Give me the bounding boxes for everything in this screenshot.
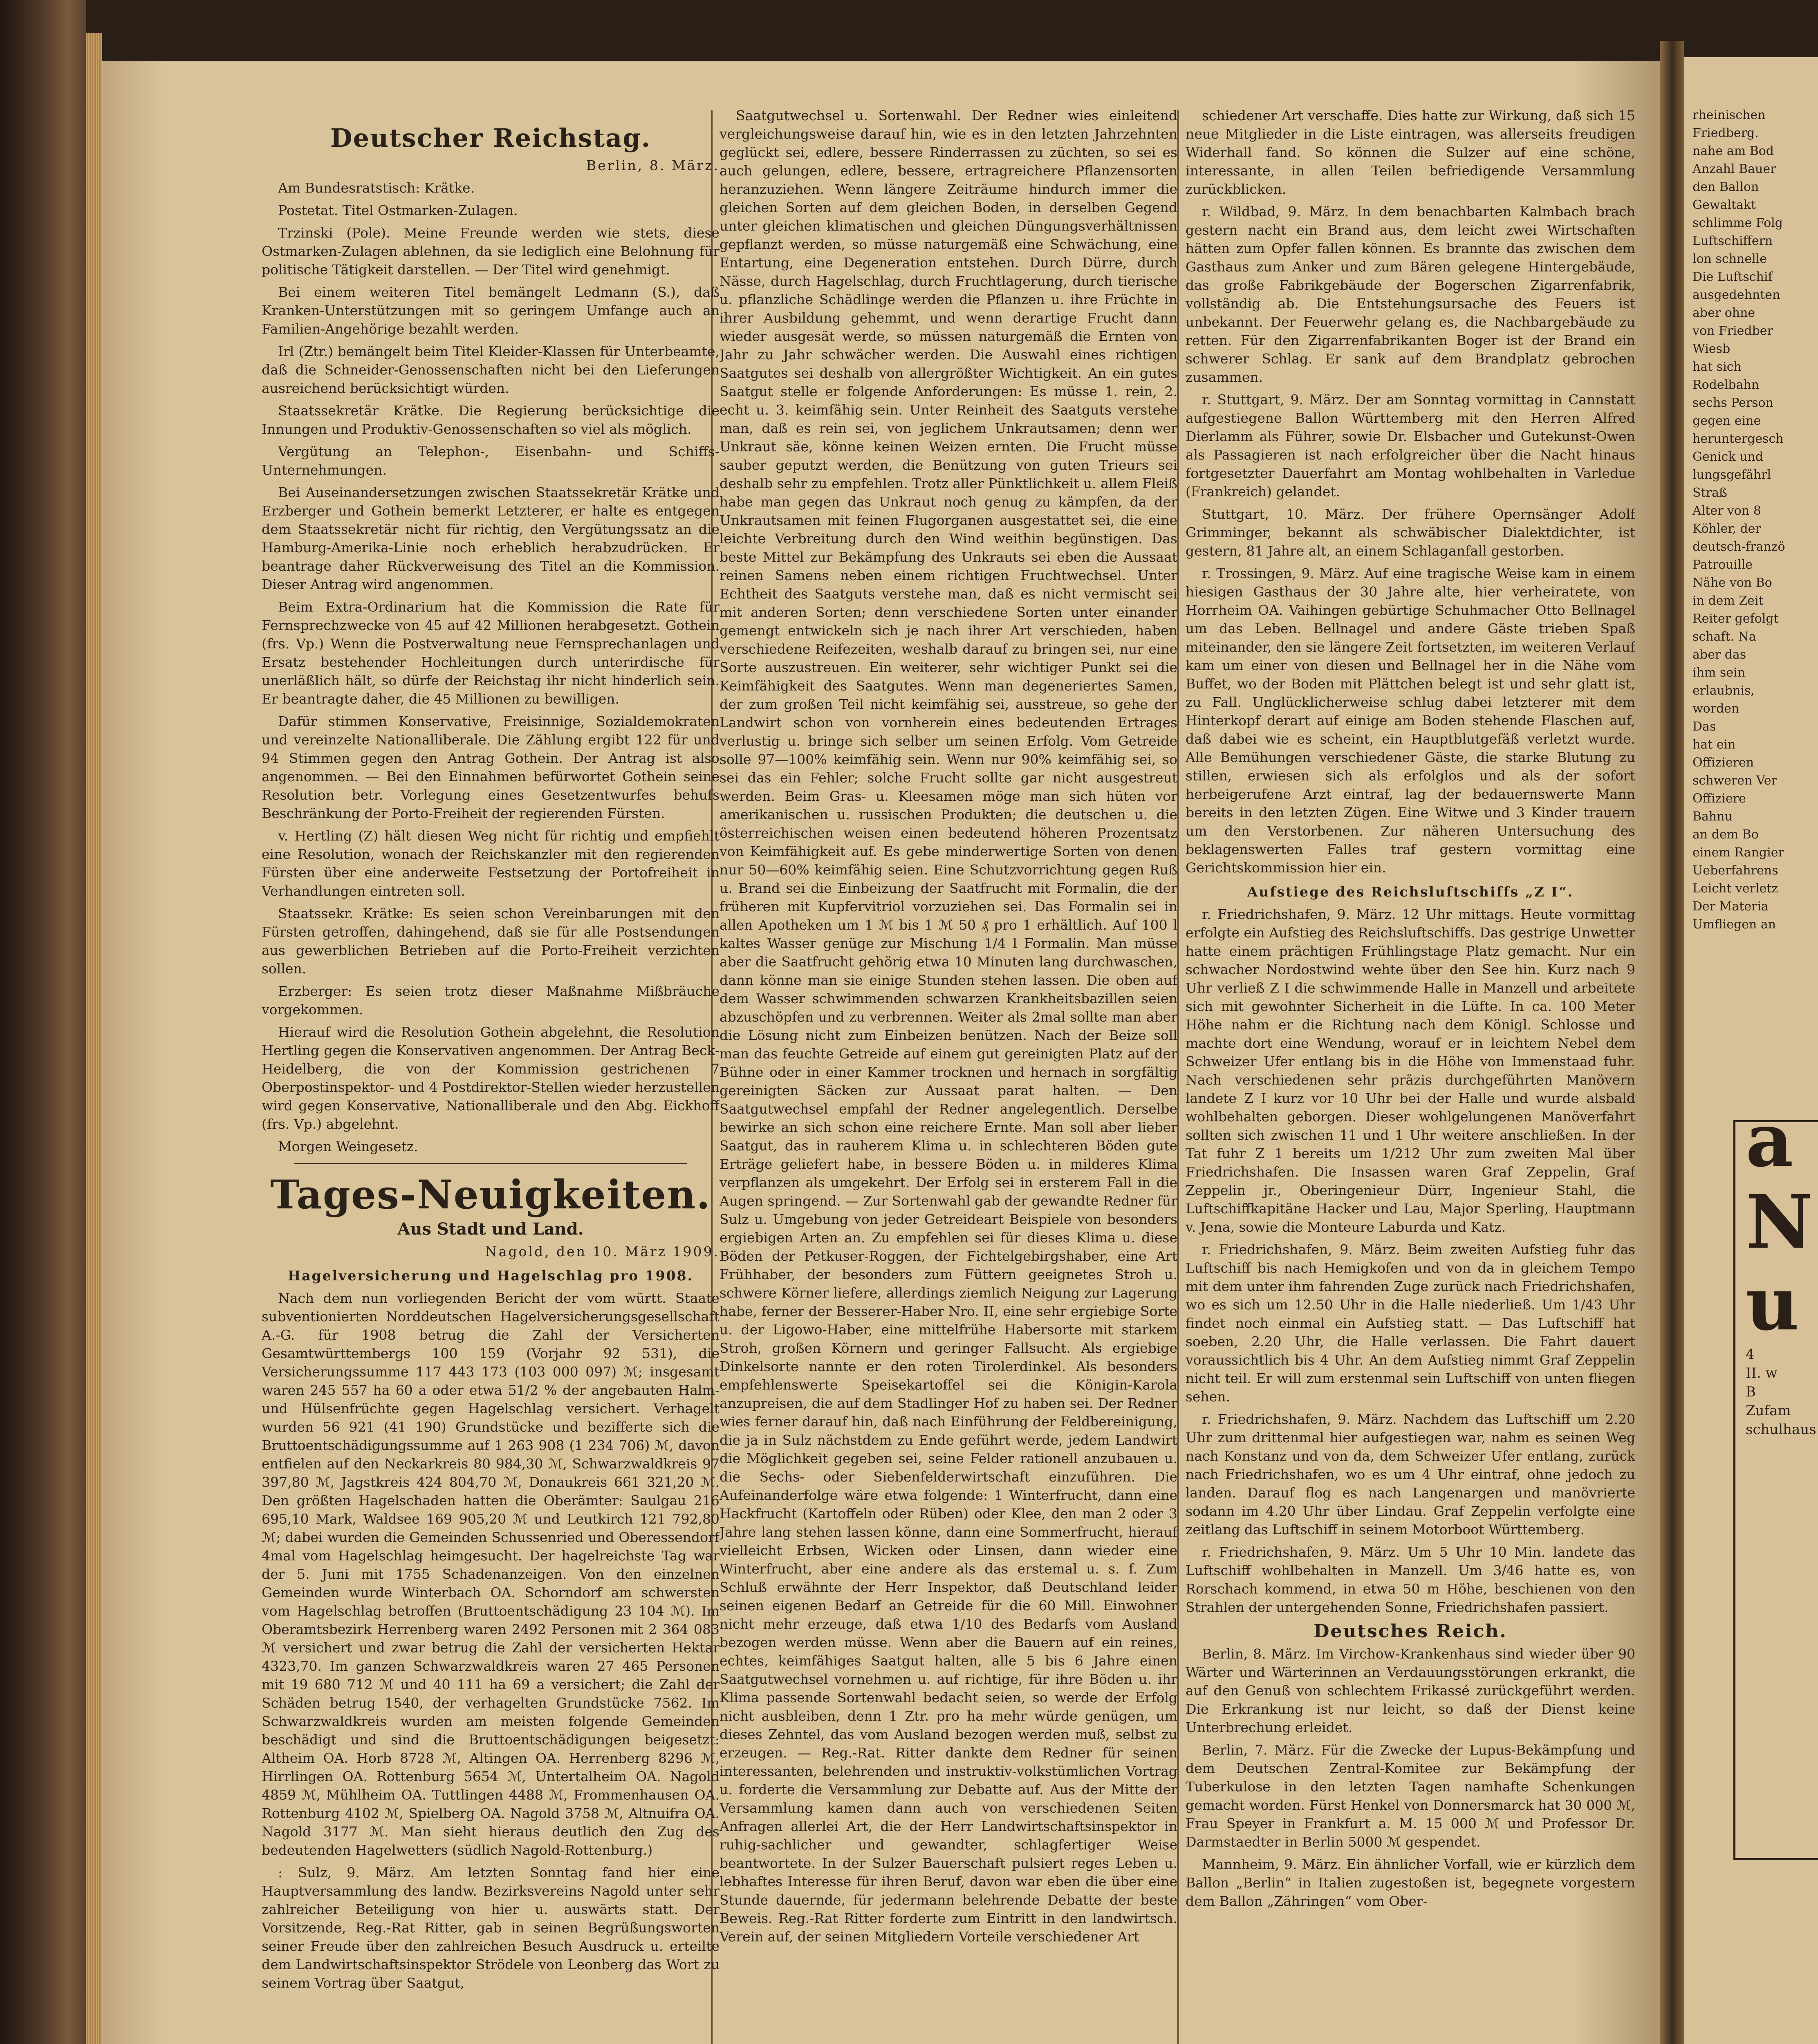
- truncated-line: Rodelbahn: [1692, 378, 1759, 392]
- truncated-line: lungsgefährl: [1692, 468, 1771, 482]
- truncated-line: Umfliegen an: [1692, 917, 1776, 932]
- paragraph: r. Stuttgart, 9. März. Der am Sonntag vormittag in Cannstatt aufgestiegene Ballon Württemberg mit den Herren Alfred Dierlamm als Führer, sowie Dr. Elsbacher und Gutekunst-Owen als Passagieren ist nach erfolgreicher über die Nacht hinaus fortgesetzter Dauerfahrt am Montag wohlbehalten in Varledue (Frankreich) gelandet.: [1186, 392, 1635, 500]
- paragraph: Bei Auseinandersetzungen zwischen Staatssekretär Krätke und Erzberger und Gothein bemerkt Letzterer, er halte es entgegen dem Staatssekretär nicht für richtig, den Vergütungssatz an die Hamburg-Amerika-Linie noch erheblich herabzudrücken. Er beantrage daher Rückverweisung des Titel an die Kommission. Dieser Antrag wird angenommen.: [262, 484, 720, 592]
- paragraph: Vergütung an Telephon-, Eisenbahn- und Schiffs-Unternehmungen.: [262, 444, 720, 478]
- paragraph: Nach dem nun vorliegenden Bericht der vom württ. Staate subventionierten Norddeutschen Hagelversicherungsgesellschaft A.-G. für 1908 betrug die Zahl der Versicherten Gesamtwürttembergs 100 159 (Vorjahr 92 531), die Versicherungssumme 117 443 173 (103 000 097) ℳ; insgesamt waren 245 557 ha 60 a oder etwa 51/2 % der angebauten Halm- und Hülsenfrüchte gegen Hagelschlag versichert. Verhagelt wurden 56 921 (41 190) Grundstücke und bezifferte sich die Bruttoentschädigungssumme auf 1 263 908 (1 234 706) ℳ, davon entfielen auf den Neckarkreis 80 984,30 ℳ, Schwarzwaldkreis 97 397,80 ℳ, Jagstkreis 424 804,70 ℳ, Donaukreis 661 321,20 ℳ. Den größten Hagelschaden hatten die Oberämter: Saulgau 216 695,10 Mark, Waldsee 169 905,20 ℳ und Leutkirch 121 792,80 ℳ; dabei wurden die Gemeinden Schussenried und Oberessendorf 4mal vom Hagelschlag heimgesucht. Der hagelreichste Tag war der 5. Juni mit 1755 Schadenanzeigen. Von den einzelnen Gemeinden wurde Winterbach OA. Schorndorf am schwersten vom Hagelschlag betroffen (Bruttoentschädigung 23 104 ℳ). Im Oberamtsbezirk Herrenberg waren 2492 Personen mit 2 364 083 ℳ versichert und zwar betrug die Zahl der versicherten Hektar 4323,70. Im ganzen Schwarzwaldkreis waren 27 465 Personen mit 19 680 712 ℳ und 40 111 ha 69 a versichert; die Zahl der Schäden betrug 1540, der verhagelten Grundstücke 7562. Im Schwarzwaldkreis wurden am meisten folgende Gemeinden beschädigt und sind die Bruttoentschädigungen beigesetzt: Altheim OA. Horb 8728 ℳ, Altingen OA. Herrenberg 8296 ℳ, Hirrlingen OA. Rottenburg 5654 ℳ, Untertalheim OA. Nagold 4859 ℳ, Mühlheim OA. Tuttlingen 4488 ℳ, Frommenhausen OA. Rottenburg 4102 ℳ, Spielberg OA. Nagold 3758 ℳ, Altnuifra OA. Nagold 3177 ℳ. Man sieht hieraus deutlich den Zug des bedeutenden Hagelwetters (südlich Nagold-Rottenburg.): [262, 1290, 720, 1858]
- truncated-line: schlimme Folg: [1692, 216, 1783, 230]
- truncated-line: in dem Zeit: [1692, 594, 1764, 608]
- paragraph: Beim Extra-Ordinarium hat die Kommission die Rate für Fernsprechzwecke von 45 auf 42 Millionen herabgesetzt. Gothein (frs. Vp.) Wenn die Postverwaltung neue Fernsprechanlagen und Ersatz bestehender Hochleitungen durch unterirdische für unerläßlich hält, so dürfe der Reichstag ihr nicht hinderlich sein. Er beantragte daher, die 45 Millionen zu bewilligen.: [262, 599, 720, 707]
- truncated-line: Straß: [1692, 486, 1727, 500]
- truncated-line: Ueberfahrens: [1692, 863, 1778, 878]
- dateline: Nagold, den 10. März 1909.: [485, 1244, 720, 1260]
- ad-line: Zufam: [1746, 1403, 1791, 1419]
- truncated-line: Alter von 8: [1692, 504, 1761, 518]
- book-spine: [0, 0, 86, 2044]
- article-heading: Hagelversicherung und Hagelschlag pro 1908.: [287, 1268, 693, 1284]
- paragraph: Trzinski (Pole). Meine Freunde werden wie stets, diese Ostmarken-Zulagen ablehnen, da sie lediglich eine Belohnung für politische Tätigkeit darstellen. — Der Titel wird genehmigt.: [262, 225, 720, 278]
- truncated-line: hat ein: [1692, 737, 1736, 752]
- advertisement-frame: [1733, 1120, 1818, 1860]
- paragraph: Stuttgart, 10. März. Der frühere Opernsänger Adolf Grimminger, bekannt als schwäbischer Dialektdichter, ist gestern, 81 Jahre alt, an einem Schlaganfall gestorben.: [1186, 506, 1635, 559]
- ad-line: 4: [1746, 1346, 1755, 1363]
- truncated-line: Der Materia: [1692, 899, 1769, 914]
- truncated-line: Luftschiffern: [1692, 234, 1773, 248]
- paragraph: Morgen Weingesetz.: [278, 1139, 418, 1154]
- truncated-line: Wiesb: [1692, 342, 1731, 356]
- right-newspaper-page: [1684, 57, 1818, 2044]
- truncated-line: Nähe von Bo: [1692, 576, 1772, 590]
- paragraph: Staatssekretär Krätke. Die Regierung berücksichtige die Innungen und Produktiv-Genossenschaften so viel als möglich.: [262, 403, 720, 437]
- truncated-line: hat sich: [1692, 360, 1742, 374]
- truncated-line: erlaubnis,: [1692, 684, 1755, 698]
- paragraph: Staatssekr. Krätke: Es seien schon Vereinbarungen mit den Fürsten getroffen, dahingehend, daß sie für alle Postsendungen aus gewerblichen Betrieben auf die Porto-Freiheit verzichten sollen.: [262, 905, 720, 977]
- ad-letter: N: [1746, 1179, 1813, 1265]
- section-divider: [294, 1163, 687, 1164]
- column-3: [1186, 106, 1635, 2044]
- paragraph: Mannheim, 9. März. Ein ähnlicher Vorfall, wie er kürzlich dem Ballon „Berlin“ in Italien zugestoßen ist, begegnete vorgestern dem Ballon „Zähringen“ vom Ober-: [1186, 1856, 1635, 1909]
- page-edges: [86, 33, 102, 2044]
- truncated-line: Patrouille: [1692, 558, 1753, 572]
- headline-reichstag: Deutscher Reichstag.: [330, 123, 651, 153]
- paragraph: Hierauf wird die Resolution Gothein abgelehnt, die Resolution Hertling gegen die Konservativen angenommen. Der Antrag Beck-Heidelberg, die von der Kommission gestrichenen 7 Oberpostinspektor- und 4 Postdirektor-Stellen wieder herzustellen wird gegen Konservative, Nationalliberale und den Abg. Eickhoff (frs. Vp.) abgelehnt.: [262, 1024, 720, 1132]
- ad-line: schulhaus: [1746, 1421, 1816, 1438]
- article-heading: Aufstiege des Reichsluftschiffs „Z I“.: [1247, 884, 1574, 900]
- paragraph: r. Friedrichshafen, 9. März. Beim zweiten Aufstieg fuhr das Luftschiff bis nach Hemigkofen und von da in gleichem Tempo mit dem unter ihm fahrenden Zuge zurück nach Friedrichshafen, wo es sich um 12.50 Uhr in die Halle niederließ. Um 1/43 Uhr findet noch einmal ein Aufstieg statt. — Das Luftschiff hat soeben, 2.20 Uhr, die Halle verlassen. Die Fahrt dauert voraussichtlich bis 4 Uhr. An dem Aufstieg nimmt Graf Zeppelin nicht teil. Er will zum erstenmal sein Luftschiff von unten fliegen sehen.: [1186, 1242, 1635, 1405]
- ad-letter: a: [1746, 1097, 1793, 1183]
- truncated-line: worden: [1692, 702, 1740, 716]
- truncated-line: Genick und: [1692, 450, 1763, 464]
- paragraph: Erzberger: Es seien trotz dieser Maßnahme Mißbräuche vorgekommen.: [262, 983, 720, 1018]
- truncated-line: den Ballon: [1692, 180, 1759, 194]
- paragraph: Berlin, 8. März. Im Virchow-Krankenhaus sind wieder über 90 Wärter und Wärterinnen an Verdauungsstörungen erkrankt, die auf den Genuß von schlechtem Frikassé zurückgeführt werden. Die Erkrankung ist nur leicht, so daß der Dienst keine Unterbrechung erleidet.: [1186, 1646, 1635, 1735]
- truncated-line: Bahnu: [1692, 809, 1733, 824]
- truncated-line: heruntergesch: [1692, 432, 1784, 446]
- truncated-line: an dem Bo: [1692, 827, 1759, 842]
- truncated-line: sechs Person: [1692, 396, 1773, 410]
- truncated-line: schweren Ver: [1692, 773, 1777, 788]
- dateline: Berlin, 8. März.: [586, 157, 720, 173]
- paragraph: schiedener Art verschaffe. Dies hatte zur Wirkung, daß sich 15 neue Mitglieder in die Liste eintragen, was allerseits freudigen Widerhall fand. So können die Sulzer auf eine schöne, interessante, in allen Teilen befriedigende Versammlung zurückblicken.: [1186, 108, 1635, 197]
- truncated-line: nahe am Bod: [1692, 144, 1774, 158]
- truncated-line: deutsch-franzö: [1692, 540, 1785, 554]
- ad-line: II. w: [1746, 1365, 1778, 1381]
- paragraph: Irl (Ztr.) bemängelt beim Titel Kleider-Klassen für Unterbeamte, daß die Schneider-Genossenschaften nicht bei den Lieferungen ausreichend berücksichtigt würden.: [262, 343, 720, 396]
- truncated-line: Offiziere: [1692, 791, 1746, 806]
- truncated-line: Das: [1692, 719, 1716, 734]
- truncated-line: Reiter gefolgt: [1692, 612, 1779, 626]
- paragraph: Am Bundesratstisch: Krätke.: [278, 180, 475, 196]
- ad-line: B: [1746, 1384, 1756, 1400]
- truncated-line: Die Luftschif: [1692, 270, 1773, 284]
- truncated-column: [1692, 106, 1815, 934]
- book-gutter: [1660, 41, 1684, 2044]
- truncated-line: einem Rangier: [1692, 845, 1784, 860]
- truncated-line: Gewaltakt: [1692, 198, 1756, 212]
- paragraph: r. Friedrichshafen, 9. März. Nachdem das Luftschiff um 2.20 Uhr zum drittenmal hier aufgestiegen war, nahm es seinen Weg nach Konstanz und von da, dem Schweizer Ufer entlang, zurück nach Friedrichshafen, wo es um 4 Uhr eintraf, ohne jedoch zu landen. Darauf flog es nach Langenargen und manövrierte sodann im 4.20 Uhr über Lindau. Graf Zeppelin verfolgte eine zeitlang das Luftschiff in seinem Motorboot Württemberg.: [1186, 1411, 1635, 1537]
- truncated-line: rheinischen: [1692, 108, 1766, 122]
- column-2: [720, 106, 1177, 2044]
- paragraph: Postetat. Titel Ostmarken-Zulagen.: [278, 202, 518, 218]
- paragraph: r. Trossingen, 9. März. Auf eine tragische Weise kam in einem hiesigen Gasthaus der 30 Jahre alte, hier verheiratete, von Horrheim OA. Vaihingen gebürtige Schuhmacher Otto Bellnagel um das Leben. Bellnagel und andere Gäste trieben Spaß miteinander, den sie längere Zeit fortsetzten, im weiteren Verlauf kam um einer von diesen und Bellnagel her in die Nähe vom Buffet, wo der Boden mit Plättchen belegt ist und sehr glatt ist, zu Fall. Unglücklicherweise schlug dabei letzterer mit dem Hinterkopf derart auf einige am Boden stehende Flaschen auf, daß dabei wie es scheint, ein Hauptblutgefäß verletzt wurde. Alle Bemühungen verschiedener Gäste, die starke Blutung zu stillen, erwiesen sich als erfolglos und als der sofort herbeigerufene Arzt eintraf, lag der bedauernswerte Mann bereits in den letzten Zügen. Eine Witwe und 3 Kinder trauern um den Verstorbenen. Zur näheren Untersuchung des beklagenswerten Falles traf gestern vormittag eine Gerichtskommission hier ein.: [1186, 565, 1635, 876]
- truncated-line: lon schnelle: [1692, 252, 1767, 266]
- truncated-line: gegen eine: [1692, 414, 1761, 428]
- headline-tages-neuigkeiten: Tages-Neuigkeiten.: [270, 1172, 711, 1218]
- truncated-line: aber ohne: [1692, 306, 1755, 320]
- subheadline: Aus Stadt und Land.: [397, 1219, 584, 1239]
- paragraph: : Sulz, 9. März. Am letzten Sonntag fand hier eine Hauptversammlung des landw. Bezirksvereins Nagold unter sehr zahlreicher Beteiligung von hier u. auswärts statt. Der Vorsitzende, Reg.-Rat Ritter, gab in seinen Begrüßungsworten seiner Freude über den zahlreichen Besuch Ausdruck u. erteilte dem Landwirtschaftsinspektor Strödele von Leonberg das Wort zu seinem Vortrag über Saatgut,: [262, 1865, 720, 1991]
- truncated-line: von Friedber: [1692, 324, 1773, 338]
- paragraph: Dafür stimmen Konservative, Freisinnige, Sozialdemokraten und vereinzelte Nationalliberale. Die Zählung ergibt 122 für und 94 Stimmen gegen den Antrag Gothein. Der Antrag ist also angenommen. — Bei den Einnahmen befürwortet Gothein seine Resolution betr. Vorlegung eines Gesetzentwurfes behufs Beschränkung der Porto-Freiheit der regierenden Fürsten.: [262, 713, 720, 821]
- truncated-line: aber das: [1692, 648, 1746, 662]
- column-1: [262, 106, 720, 2044]
- paragraph: Bei einem weiteren Titel bemängelt Ledmann (S.), daß Kranken-Unterstützungen mit so geringem Umfange auch an Familien-Angehörige bezahlt werden.: [262, 284, 720, 337]
- paragraph: Saatgutwechsel u. Sortenwahl. Der Redner wies einleitend vergleichungsweise darauf hin, wie es in den letzten Jahrzehnten geglückt sei, edlere, bessere Rinderrassen zu züchten, so sei es auch gelungen, edlere, bessere, ertragreichere Pflanzensorten heranzuziehen. Wenn längere Zeiträume hindurch immer die gleichen Sorten auf dem gleichen Boden, in derselben Gegend unter gleichen klimatischen und gleichen Düngungsverhältnissen gepflanzt werden, so müsse naturgemäß eine Schwächung, eine Entartung, eine Degeneration entstehen. Durch Dürre, durch Nässe, durch Hagelschlag, durch Fruchtlagerung, durch tierische u. pflanzliche Schädlinge werden die Pflanzen u. ihre Früchte in ihrer Ausbildung gehemmt, und wenn derartige Frucht dann wieder ausgesät werde, so müssen naturgemäß die Ernten von Jahr zu Jahr schwächer werden. Die Auswahl eines richtigen Saatgutes sei deshalb von allergrößter Wichtigkeit. An ein gutes Saatgut stelle er folgende Anforderungen: Es müsse 1. rein, 2. echt u. 3. keimfähig sein. Unter Reinheit des Saatguts verstehe man, daß es rein sei, von jeglichem Unkrautsamen; denn wer Unkraut säe, könne keinen Weizen ernten. Die Frucht müsse sauber geputzt werden, die Benützung von guten Trieurs sei deshalb sehr zu empfehlen. Trotz aller Pünktlichkeit u. allem Fleiß habe man gegen das Unkraut noch genug zu kämpfen, da der Unkrautsamen mit feinen Flugorganen ausgestattet sei, die eine leichte Verbreitung durch den Wind weithin begünstigen. Das beste Mittel zur Bekämpfung des Unkrauts sei eben die Aussaat reinen Samens neben einem richtigen Fruchtwechsel. Unter Echtheit des Saatguts verstehe man, daß es nicht vermischt sei mit anderen Sorten; denn verschiedene Sorten unter einander gemengt entwickeln sich je nach ihrer Art verschieden, haben verschiedene Reifezeiten, weshalb darauf zu bringen sei, nur eine Sorte auszustreuen. Ein weiterer, sehr wichtiger Punkt sei die Keimfähigkeit des Saatgutes. Wenn man degeneriertes Samen, der zum großen Teil nicht keimfähig sei, ausstreue, so gehe der Landwirt schon von vornherein eines bedeutenden Ertrages verlustig u. bringe sich selber um seinen Erfolg. Vom Getreide solle 97—100% keimfähig sein. Wenn nur 90% keimfähig sei, so sei das ein Fehler; solche Frucht sollte gar nicht ausgestreut werden. Beim Gras- u. Kleesamen möge man sich hüten vor amerikanischen u. russischen Produkten; die deutschen u. die österreichischen weisen einen bedeutend höheren Prozentsatz von Keimfähigkeit auf. Es gebe minderwertige Sorten von denen nur 50—60% keimfähig seien. Eine Schutzvorrichtung gegen Ruß u. Brand sei die Einbeizung der Saatfrucht mit Formalin, die der früheren mit Kupfervitriol vorzuziehen sei. Das Formalin sei in allen Apotheken um 1 ℳ bis 1 ℳ 50 ₰ pro 1 erhältlich. Auf 100 l kaltes Wasser genüge zur Mischung 1/4 l Formalin. Man müsse aber die Saatfrucht gehörig etwa 10 Minuten lang durchwaschen, dann könne man sie einige Stunden stehen lassen. Die oben auf dem Wasser schwimmenden schwarzen Krankheitsbazillen seien abzuschöpfen und zu verbrennen. Weiter als 2mal sollte man aber die Lösung nicht zum Einbeizen benützen. Nach der Beize soll man das feuchte Getreide auf einem gut gereinigten Platz auf der Bühne oder in einer Kammer trocknen und hernach in sorgfältig gereinigten Säcken zur Aussaat parat halten. — Den Saatgutwechsel empfahl der Redner angelegentlich. Derselbe bewirke an sich schon eine reichere Ernte. Man soll aber lieber Saatgut, das in rauherem Klima u. in schlechteren Böden gute Erträge geliefert habe, in bessere Böden u. in milderes Klima verpflanzen als umgekehrt. Der Erfolg sei in ersterem Fall in die Augen springend. — Zur Sortenwahl gab der gewandte Redner für Sulz u. Umgebung von jeder Getreideart Beispiele von besonders ergiebigen Arten an. Zu empfehlen sei für dieses Klima u. diese Böden der Petkuser-Roggen, der Fichtelgebirgshaber, eine Art Frühhaber, der besonders zum Füttern geeignetes Stroh u. schwere Körner liefere, allerdings ziemlich Neigung zur Lagerung habe, ferner der Besserer-Haber Nro. II, eine sehr ergiebige Sorte u. der Ligowo-Haber, eine mittelfrühe Habersorte mit starkem Stroh, großen Körnern und geringer Fallsucht. Als ergiebige Dinkelsorte nannte er den roten Tirolerdinkel. Als besonders empfehlenswerte Speisekartoffel sei die Königin-Karola anzupreisen, die auf dem Stadlinger Hof zu haben sei. Der Redner wies ferner darauf hin, daß nach Einführung der Feldbereinigung, die ja in Sulz nächstdem zu Ende geführt werde, jedem Landwirt die Möglichkeit gegeben sei, seine Felder rationell anzubauen u. die Sechs- oder Siebenfelderwirtschaft einzuführen. Die Aufeinanderfolge wäre etwa folgende: 1 Winterfrucht, dann eine Hackfrucht (Kartoffeln oder Rüben) oder Klee, den man 2 oder 3 Jahre lang stehen lassen könne, dann eine Sommerfrucht, hierauf vielleicht Erbsen, Wicken oder Linsen, dann wieder eine Winterfrucht, aber eine andere als das erstemal u. s. f. Zum Schluß erwähnte der Herr Inspektor, daß Deutschland leider seinen eigenen Bedarf an Getreide für die 60 Mill. Einwohner nicht mehr erzeuge, daß etwa 1/10 des Bedarfs vom Ausland bezogen werden müsse. Wenn aber die Bauern auf ein reines, echtes, keimfähiges Saatgut halten, alle 5 bis 6 Jahre einen Saatgutwechsel vornehmen u. auf richtige, für ihre Böden u. ihr Klima passende Sortenwahl bedacht seien, so werde der Erfolg nicht ausbleiben, denn 1 Ztr. pro ha mehr würde genügen, um dieses Zehntel, das vom Ausland bezogen werden muß, selbst zu erzeugen. — Reg.-Rat. Ritter dankte dem Redner für seinen interessanten, belehrenden und instruktiv-volkstümlichen Vortrag u. forderte die Versammlung zur Debatte auf. Aus der Mitte der Versammlung kamen dann auch von verschiedenen Seiten Anfragen allerlei Art, die der Herr Landwirtschaftsinspektor in ruhig-sachlicher und gewandter, schlagfertiger Weise beantwortete. In der Sulzer Bauerschaft pulsiert reges Leben u. lebhaftes Interesse für ihren Beruf, davon war eben die über eine Stunde dauernde, für jedermann belehrende Debatte der beste Beweis. Reg.-Rat Ritter forderte zum Eintritt in den landwirtsch. Verein auf, der seinen Mitgliedern Vorteile verschiedener Art: [720, 108, 1177, 1945]
- truncated-line: ihm sein: [1692, 666, 1745, 680]
- truncated-line: Friedberg.: [1692, 126, 1759, 140]
- ad-letter: u: [1746, 1261, 1799, 1347]
- paragraph: v. Hertling (Z) hält diesen Weg nicht für richtig und empfiehlt eine Resolution, wonach der Reichskanzler mit den regierenden Fürsten über eine anderweite Festsetzung der Portofreiheit in Verhandlungen eintreten soll.: [262, 828, 720, 899]
- truncated-line: ausgedehnten: [1692, 288, 1780, 302]
- paragraph: r. Friedrichshafen, 9. März. 12 Uhr mittags. Heute vormittag erfolgte ein Aufstieg des Reichsluftschiffs. Das gestrige Unwetter hatte einem prächtigen Frühlingstage Platz gemacht. Nur ein schwacher Nordostwind wehte über den See hin. Kurz nach 9 Uhr verließ Z I die schwimmende Halle in Manzell und arbeitete sich mit gewohnter Sicherheit in die Lüfte. In ca. 100 Meter Höhe nahm er die Richtung nach dem Königl. Schlosse und machte dort eine Wendung, worauf er in leichtem Nebel dem Schweizer Ufer entlang bis in die Höhe von Immenstaad fuhr. Nach verschiedenen sehr präzis durchgeführten Manövern landete Z I kurz vor 10 Uhr bei der Halle und wurde alsbald wohlbehalten geborgen. Dieser wohlgelungenen Manöverfahrt sollten sich zwischen 11 und 1 Uhr weitere anschließen. In der Tat fuhr Z 1 bereits um 1/212 Uhr zum zweiten Mal über Friedrichshafen. Die Insassen waren Graf Zeppelin, Graf Zeppelin jr., Oberingenieur Dürr, Ingenieur Stahl, die Luftschiffkapitäne Hacker und Lau, Major Sperling, Hauptmann v. Jena, sowie die Monteure Laburda und Katz.: [1186, 906, 1635, 1235]
- article-heading: Deutsches Reich.: [1314, 1621, 1507, 1642]
- truncated-line: Anzahl Bauer: [1692, 162, 1776, 176]
- paragraph: Berlin, 7. März. Für die Zwecke der Lupus-Bekämpfung und dem Deutschen Zentral-Komitee zur Bekämpfung der Tuberkulose in den letzten Tagen namhafte Schenkungen gemacht worden. Fürst Henkel von Donnersmarck hat 30 000 ℳ, Frau Speyer in Frankfurt a. M. 15 000 ℳ und Professor Dr. Darmstaedter in Berlin 5000 ℳ gespendet.: [1186, 1742, 1635, 1850]
- truncated-line: Offizieren: [1692, 755, 1754, 770]
- column-rule: [1177, 110, 1179, 2044]
- truncated-line: Köhler, der: [1692, 522, 1761, 536]
- paragraph: r. Friedrichshafen, 9. März. Um 5 Uhr 10 Min. landete das Luftschiff wohlbehalten in Manzell. Um 3/46 hatte es, von Rorschach kommend, in etwa 50 m Höhe, beschienen von den Strahlen der untergehenden Sonne, Friedrichshafen passiert.: [1186, 1544, 1635, 1615]
- truncated-line: Leicht verletz: [1692, 881, 1778, 896]
- paragraph: r. Wildbad, 9. März. In dem benachbarten Kalmbach brach gestern nacht ein Brand aus, dem leicht zwei Wirtschaften hätten zum Opfer fallen können. Es brannte das zwischen dem Gasthaus zum Anker und zum Bären gelegene Hintergebäude, das große Fabrikgebäude der Bogerschen Zigarrenfabrik, vollständig ab. Die Entstehungsursache des Feuers ist unbekannt. Der Feuerwehr gelang es, die Nachbargebäude zu retten. Für den Zigarrenfabrikanten Boger ist der Brand ein schwerer Schlag. Er sank auf dem Brandplatz gebrochen zusammen.: [1186, 204, 1635, 385]
- truncated-line: schaft. Na: [1692, 630, 1756, 644]
